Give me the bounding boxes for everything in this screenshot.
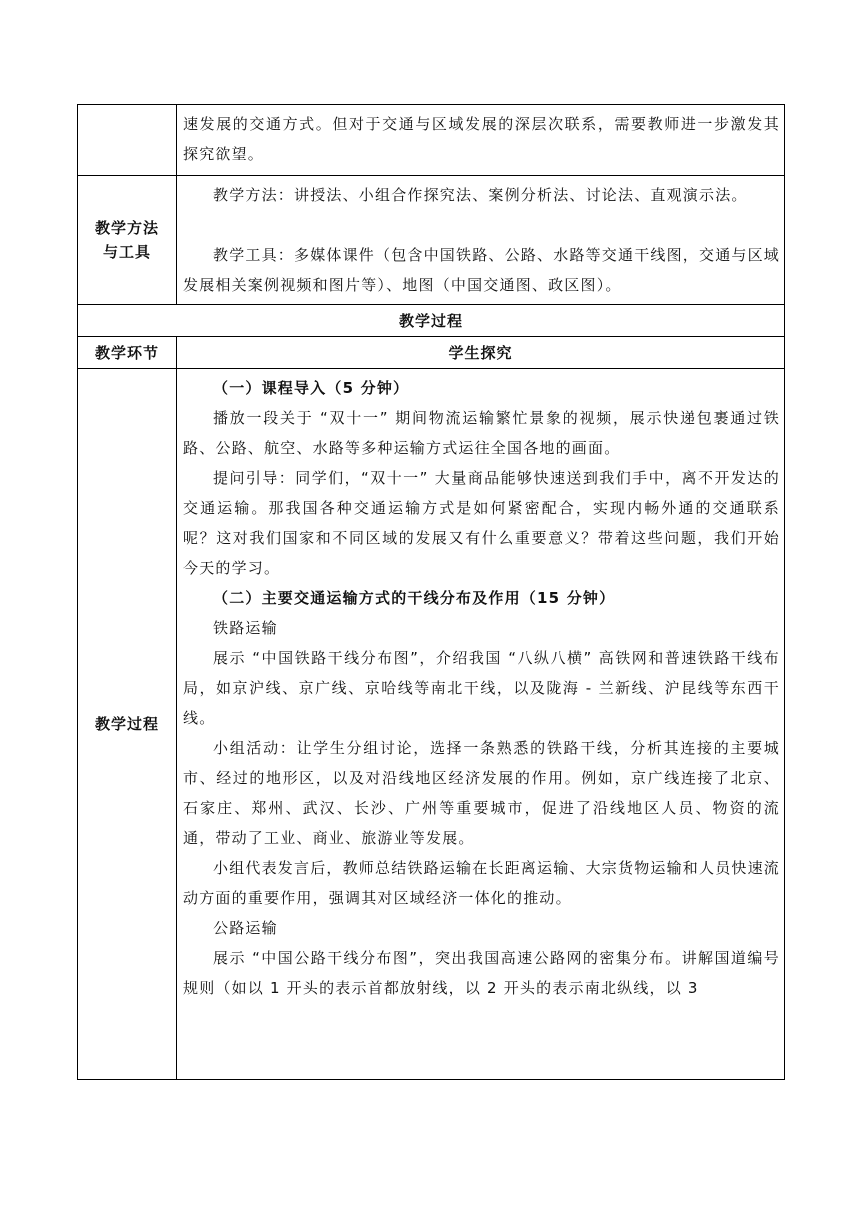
section-header-row bbox=[78, 305, 785, 337]
continuation-text: 速发展的交通方式。但对于交通与区域发展的深层次联系，需要教师进一步激发其探究欲望。 bbox=[183, 115, 780, 163]
process-heading-intro: （一）课程导入（5 分钟） bbox=[213, 379, 410, 397]
process-paragraph: 提问引导：同学们，“双十一” 大量商品能够快速送到我们手中，离不开发达的交通运输。那我国各种交通运输方式是如何紧密配合，实现内畅外通的交通联系呢？这对我们国家和不同区域的发展又有什么重要意义？带着这些问题，我们开始今天的学习。 bbox=[183, 469, 780, 577]
process-paragraph: 展示 “中国铁路干线分布图”，介绍我国 “八纵八横” 高铁网和普速铁路干线布局，如京沪线、京广线、京哈线等南北干线，以及陇海 - 兰新线、沪昆线等东西干线。 bbox=[183, 649, 780, 727]
column-header-right: 学生探究 bbox=[177, 337, 785, 369]
methods-label: 教学方法与工具 bbox=[94, 219, 159, 261]
lesson-plan-page bbox=[77, 104, 784, 1080]
teaching-tools-text: 教学工具：多媒体课件（包含中国铁路、公路、水路等交通干线图，交通与区域发展相关案例视频和图片等）、地图（中国交通图、政区图）。 bbox=[183, 246, 781, 294]
column-header-left: 教学环节 bbox=[78, 337, 177, 369]
process-paragraph: 展示 “中国公路干线分布图”，突出我国高速公路网的密集分布。讲解国道编号规则（如以 1 开头的表示首都放射线，以 2 开头的表示南北纵线，以 3 bbox=[183, 949, 780, 997]
methods-content-cell bbox=[177, 176, 785, 305]
lesson-plan-table bbox=[77, 104, 785, 1080]
continuation-content-cell bbox=[177, 105, 785, 176]
process-paragraph: 小组活动：让学生分组讨论，选择一条熟悉的铁路干线，分析其连接的主要城市、经过的地形区，以及对沿线地区经济发展的作用。例如，京广线连接了北京、石家庄、郑州、武汉、长沙、广州等重要城市，促进了沿线地区人员、物资的流通，带动了工业、商业、旅游业等发展。 bbox=[183, 739, 780, 847]
methods-label-cell bbox=[78, 176, 177, 305]
methods-row bbox=[78, 176, 785, 305]
process-content-cell bbox=[177, 369, 785, 1080]
process-subheading-highway: 公路运输 bbox=[213, 919, 278, 937]
continuation-row bbox=[78, 105, 785, 176]
process-subheading-railway: 铁路运输 bbox=[213, 619, 278, 637]
continuation-label-cell bbox=[78, 105, 177, 176]
process-paragraph: 播放一段关于 “双十一” 期间物流运输繁忙景象的视频，展示快递包裹通过铁路、公路、航空、水路等多种运输方式运往全国各地的画面。 bbox=[183, 409, 780, 457]
methods-spacer bbox=[183, 210, 780, 240]
process-label-cell: 教学过程 bbox=[78, 369, 177, 1080]
process-heading-transport: （二）主要交通运输方式的干线分布及作用（15 分钟） bbox=[213, 589, 616, 607]
column-header-row bbox=[78, 337, 785, 369]
teaching-methods-text: 教学方法：讲授法、小组合作探究法、案例分析法、讨论法、直观演示法。 bbox=[213, 186, 748, 204]
section-header: 教学过程 bbox=[78, 305, 785, 337]
process-paragraph: 小组代表发言后，教师总结铁路运输在长距离运输、大宗货物运输和人员快速流动方面的重要作用，强调其对区域经济一体化的推动。 bbox=[183, 859, 781, 907]
process-row bbox=[78, 369, 785, 1080]
